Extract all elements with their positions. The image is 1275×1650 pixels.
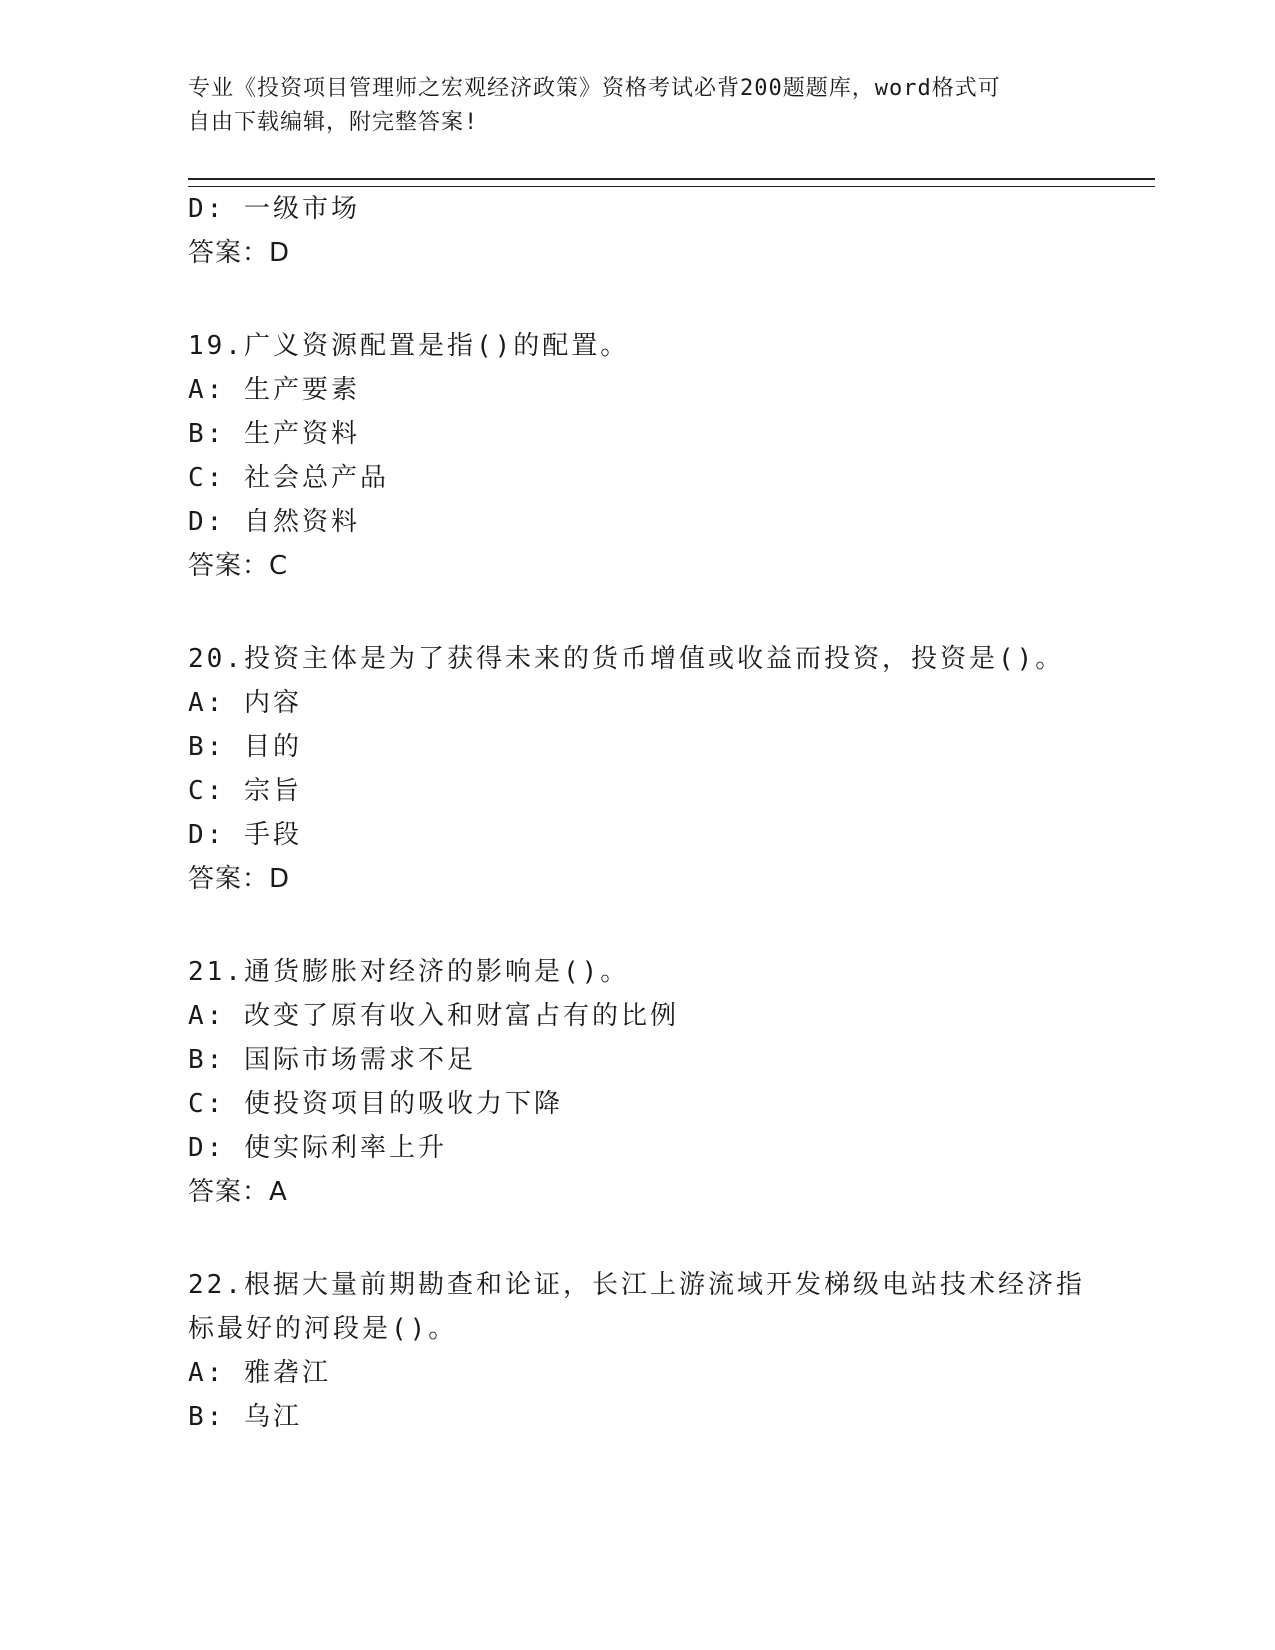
q20-option-d: D: 手段: [188, 820, 302, 850]
q19-option-c: C: 社会总产品: [188, 463, 389, 493]
q21-option-a: A: 改变了原有收入和财富占有的比例: [188, 1001, 679, 1031]
q19-question: 19.广义资源配置是指()的配置。: [188, 331, 630, 361]
prev-answer: 答案：D: [188, 238, 291, 268]
q20-option-a: A: 内容: [188, 688, 302, 718]
q19-option-a: A: 生产要素: [188, 375, 360, 405]
q19-option-d: D: 自然资料: [188, 507, 360, 537]
q21-question: 21.通货膨胀对经济的影响是()。: [188, 957, 630, 987]
q21-option-d: D: 使实际利率上升: [188, 1133, 447, 1163]
prev-option-d: D: 一级市场: [188, 194, 360, 224]
q22-question-line-2: 标最好的河段是()。: [188, 1314, 458, 1344]
q20-option-c: C: 宗旨: [188, 776, 302, 806]
header-line-1: 专业《投资项目管理师之宏观经济政策》资格考试必背200题题库，word格式可: [188, 76, 1001, 101]
q22-option-a: A: 雅砻江: [188, 1358, 331, 1388]
q22-question-line-1: 22.根据大量前期勘查和论证，长江上游流域开发梯级电站技术经济指: [188, 1270, 1085, 1300]
page-header: [188, 72, 1088, 140]
q20-option-b: B: 目的: [188, 732, 302, 762]
q19-option-b: B: 生产资料: [188, 419, 360, 449]
q20-answer: 答案：D: [188, 864, 291, 894]
q21-option-b: B: 国际市场需求不足: [188, 1045, 476, 1075]
q21-option-c: C: 使投资项目的吸收力下降: [188, 1089, 563, 1119]
header-divider: [188, 178, 1155, 187]
q20-question: 20.投资主体是为了获得未来的货币增值或收益而投资，投资是()。: [188, 644, 1065, 674]
q22-option-b: B: 乌江: [188, 1402, 302, 1432]
q19-answer: 答案：C: [188, 551, 289, 581]
header-line-2: 自由下载编辑，附完整答案!: [188, 110, 479, 135]
q21-answer: 答案：A: [188, 1177, 288, 1207]
